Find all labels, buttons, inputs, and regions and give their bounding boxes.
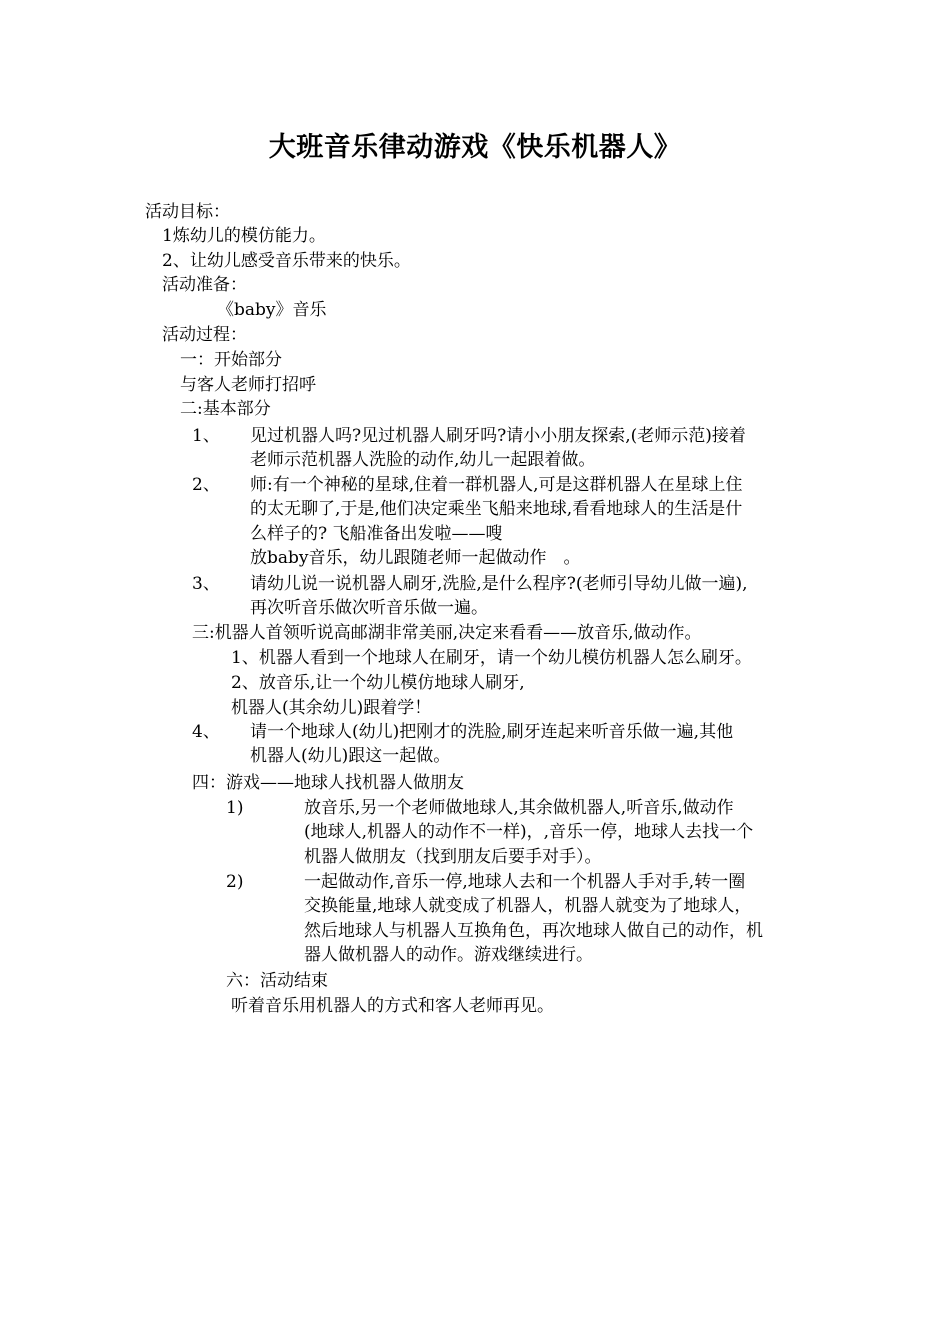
part6-item: 听着音乐用机器人的方式和客人老师再见。 [231,996,554,1016]
part6-heading: 六：活动结束 [226,971,328,991]
game-2-line: 器人做机器人的动作。游戏继续进行。 [304,944,593,965]
item-2-number: 2、 [192,475,220,495]
item-3-number: 3、 [192,574,220,594]
item-4-line: 请一个地球人(幼儿)把刚才的洗脸,刷牙连起来听音乐做一遍,其他 [250,722,734,742]
item-3-line: 再次听音乐做次听音乐做一遍。 [250,598,488,619]
item-2-line: 么样子的? 飞船准备出发啦——嗖 [250,523,503,544]
item-4-text [250,720,733,769]
game-1-text [304,796,753,869]
item-1-line: 老师示范机器人洗脸的动作,幼儿一起跟着做。 [250,450,596,471]
item-4-line: 机器人(幼儿)跟这一起做。 [250,746,451,767]
part1-item: 与客人老师打招呼 [180,375,316,395]
goal-1: 1炼幼儿的模仿能力。 [162,226,326,246]
item-2-line: 的太无聊了,于是,他们决定乘坐飞船来地球,看看地球人的生活是什 [250,499,743,520]
item-1-text [250,424,746,473]
item-2-line: 放baby音乐，幼儿跟随老师一起做动作 。 [250,547,581,568]
part3-item-1: 1、机器人看到一个地球人在刷牙，请一个幼儿模仿机器人怎么刷牙。 [231,648,752,668]
part3-item-2b: 机器人(其余幼儿)跟着学！ [231,698,432,718]
item-2-text [250,473,743,570]
game-2-line: 交换能量,地球人就变成了机器人，机器人就变为了地球人， [304,896,752,917]
process-heading: 活动过程： [162,325,247,345]
prep-heading: 活动准备： [162,275,247,295]
game-1-number: 1) [226,798,244,818]
game-1-line: (地球人,机器人的动作不一样)，,音乐一停，地球人去找一个 [304,822,754,843]
document-title: 大班音乐律动游戏《快乐机器人》 [268,132,682,163]
item-3-line: 请幼儿说一说机器人刷牙,洗脸,是什么程序?(老师引导幼儿做一遍), [250,574,748,594]
part3-item-2: 2、放音乐,让一个幼儿模仿地球人刷牙, [231,673,525,693]
game-2-text [304,870,763,967]
item-4-number: 4、 [192,722,220,742]
part2-heading: 二:基本部分 [180,399,271,419]
part4-heading: 四：游戏——地球人找机器人做朋友 [192,773,464,793]
item-2-line: 师:有一个神秘的星球,住着一群机器人,可是这群机器人在星球上住 [250,475,743,495]
part3-heading: 三:机器人首领听说高邮湖非常美丽,决定来看看——放音乐,做动作。 [192,623,702,643]
item-3-text [250,572,748,621]
game-1-line: 机器人做朋友（找到朋友后要手对手）。 [304,846,602,867]
goals-heading: 活动目标： [145,202,230,222]
goal-2: 2、让幼儿感受音乐带来的快乐。 [162,251,411,271]
part1-heading: 一：开始部分 [180,350,282,370]
prep-item: 《baby》音乐 [217,300,327,320]
game-2-line: 一起做动作,音乐一停,地球人去和一个机器人手对手,转一圈 [304,872,746,892]
item-1-line: 见过机器人吗?见过机器人刷牙吗?请小小朋友探索,(老师示范)接着 [250,426,746,446]
item-1-number: 1、 [192,426,220,446]
game-2-number: 2) [226,872,244,892]
game-1-line: 放音乐,另一个老师做地球人,其余做机器人,听音乐,做动作 [304,798,734,818]
game-2-line: 然后地球人与机器人互换角色，再次地球人做自己的动作，机 [304,920,763,941]
